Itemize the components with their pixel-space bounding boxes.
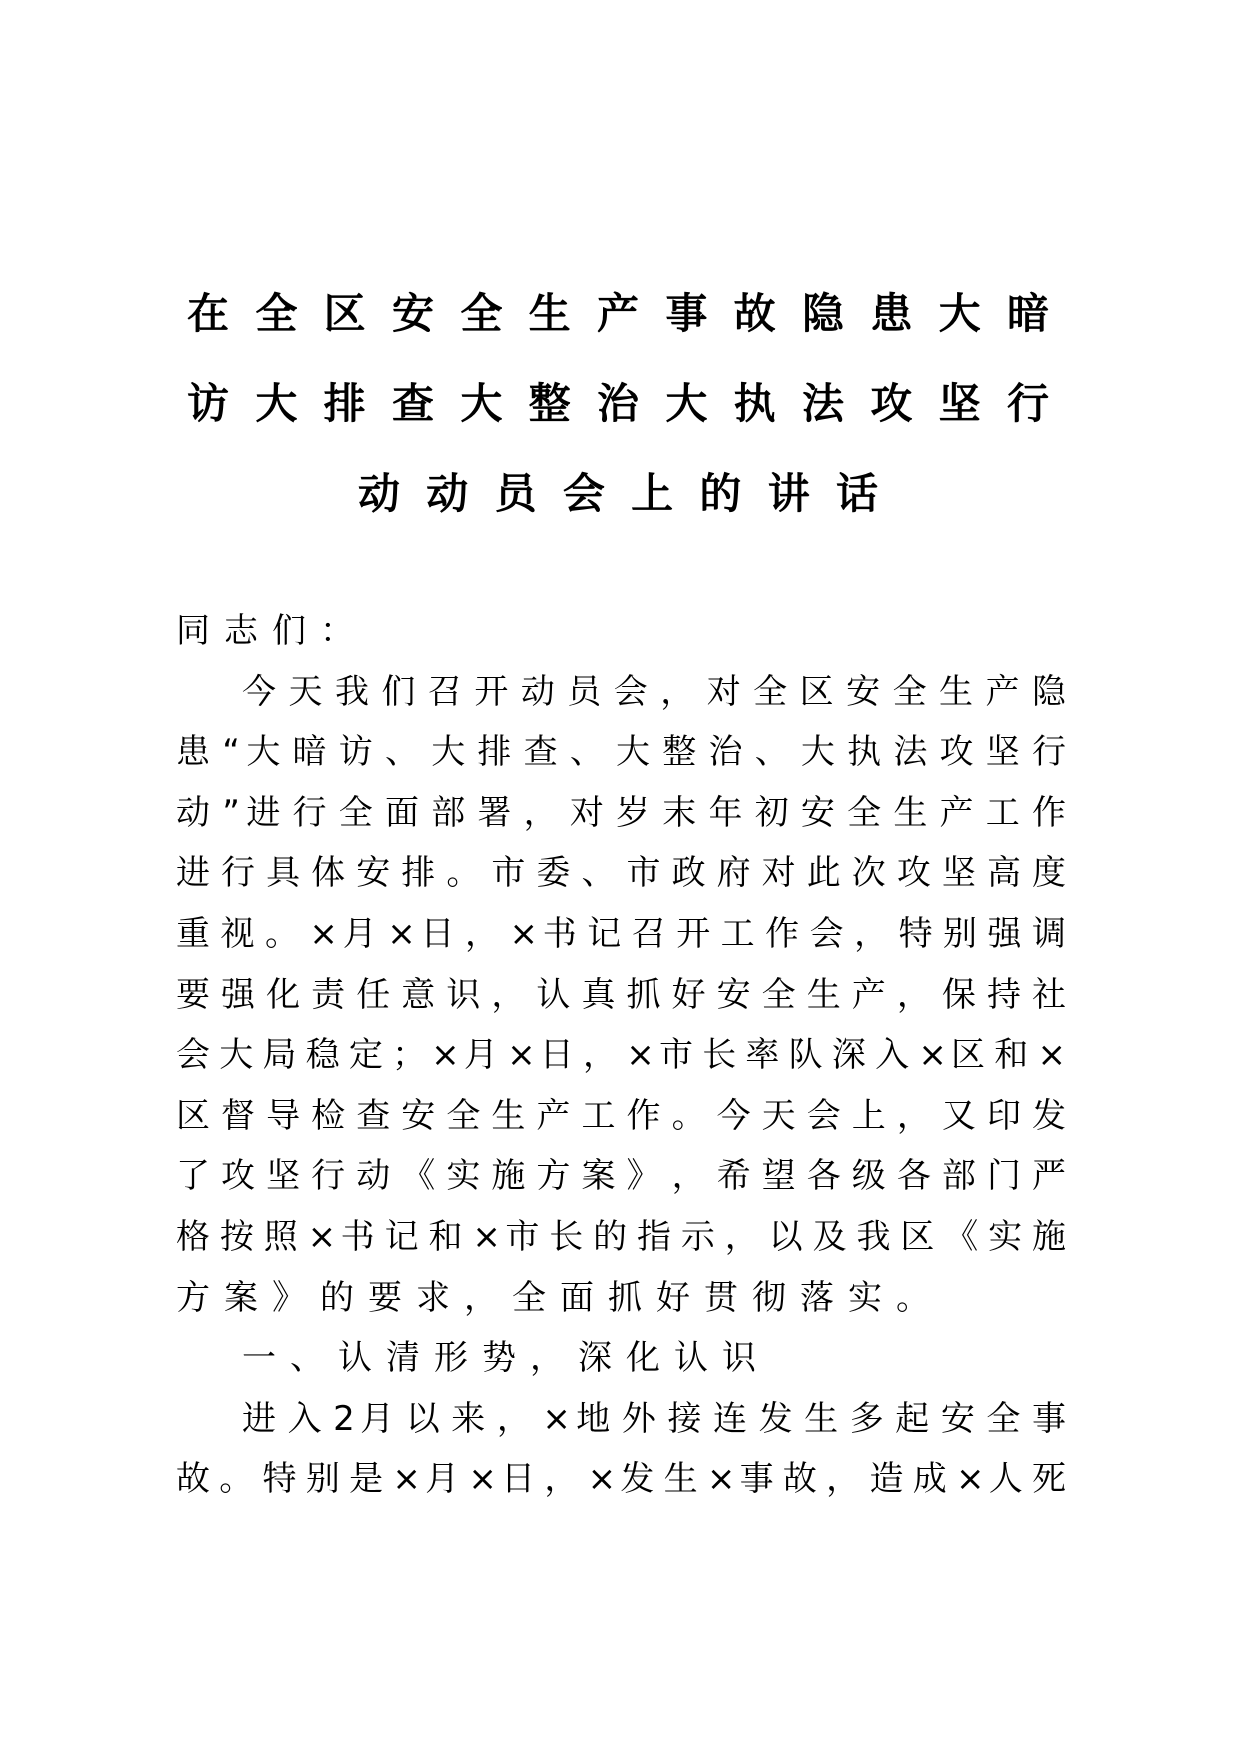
text-line: 患 “ 大 暗 访 、 大 排 查 、 大 整 治 、 大 执 法 攻 坚 行 (176, 732, 1066, 773)
title-line: 在 全 区 安 全 生 产 事 故 隐 患 大 暗 (187, 289, 1049, 338)
text-line: 故 。 特 别 是 ×月 ×日 ， ×发 生 ×事 故 ， 造 成 ×人 死 (176, 1459, 1066, 1500)
text-line: 重 视 。 ×月 ×日 ， ×书 记 召 开 工 作 会 ， 特 别 强 调 (176, 913, 1066, 954)
document-body (176, 601, 1066, 1510)
text-line: 要 强 化 责 任 意 识 ， 认 真 抓 好 安 全 生 产 ， 保 持 社 (176, 974, 1066, 1015)
text-line: 动 ” 进 行 全 面 部 署 ， 对 岁 末 年 初 安 全 生 产 工 作 (176, 792, 1066, 833)
text-line: 方案》的要求，全面抓好贯彻落实。 (176, 1277, 944, 1318)
section-heading: 一、认清形势，深化认识 (242, 1338, 770, 1379)
text-line: 进 行 具 体 安 排 。 市 委 、 市 政 府 对 此 次 攻 坚 高 度 (176, 853, 1066, 894)
salutation: 同志们： (176, 611, 368, 651)
document-title (187, 284, 1049, 554)
title-line: 动 动 员 会 上 的 讲 话 (358, 469, 878, 518)
text-line: 会 大 局 稳 定 ； ×月 ×日 ， ×市 长 率 队 深 入 ×区 和 × (176, 1035, 1066, 1076)
text-line: 今 天 我 们 召 开 动 员 会 ， 对 全 区 安 全 生 产 隐 (242, 671, 1066, 712)
text-line: 区 督 导 检 查 安 全 生 产 工 作 。 今 天 会 上 ， 又 印 发 (176, 1095, 1066, 1136)
text-line: 了 攻 坚 行 动 《 实 施 方 案 》 ， 希 望 各 级 各 部 门 严 (176, 1156, 1066, 1197)
text-line: 格 按 照 ×书 记 和 ×市 长 的 指 示 ， 以 及 我 区 《 实 施 (176, 1216, 1066, 1257)
text-line: 进 入 2月 以 来 ， ×地 外 接 连 发 生 多 起 安 全 事 (242, 1398, 1066, 1439)
title-line: 访 大 排 查 大 整 治 大 执 法 攻 坚 行 (187, 379, 1049, 428)
